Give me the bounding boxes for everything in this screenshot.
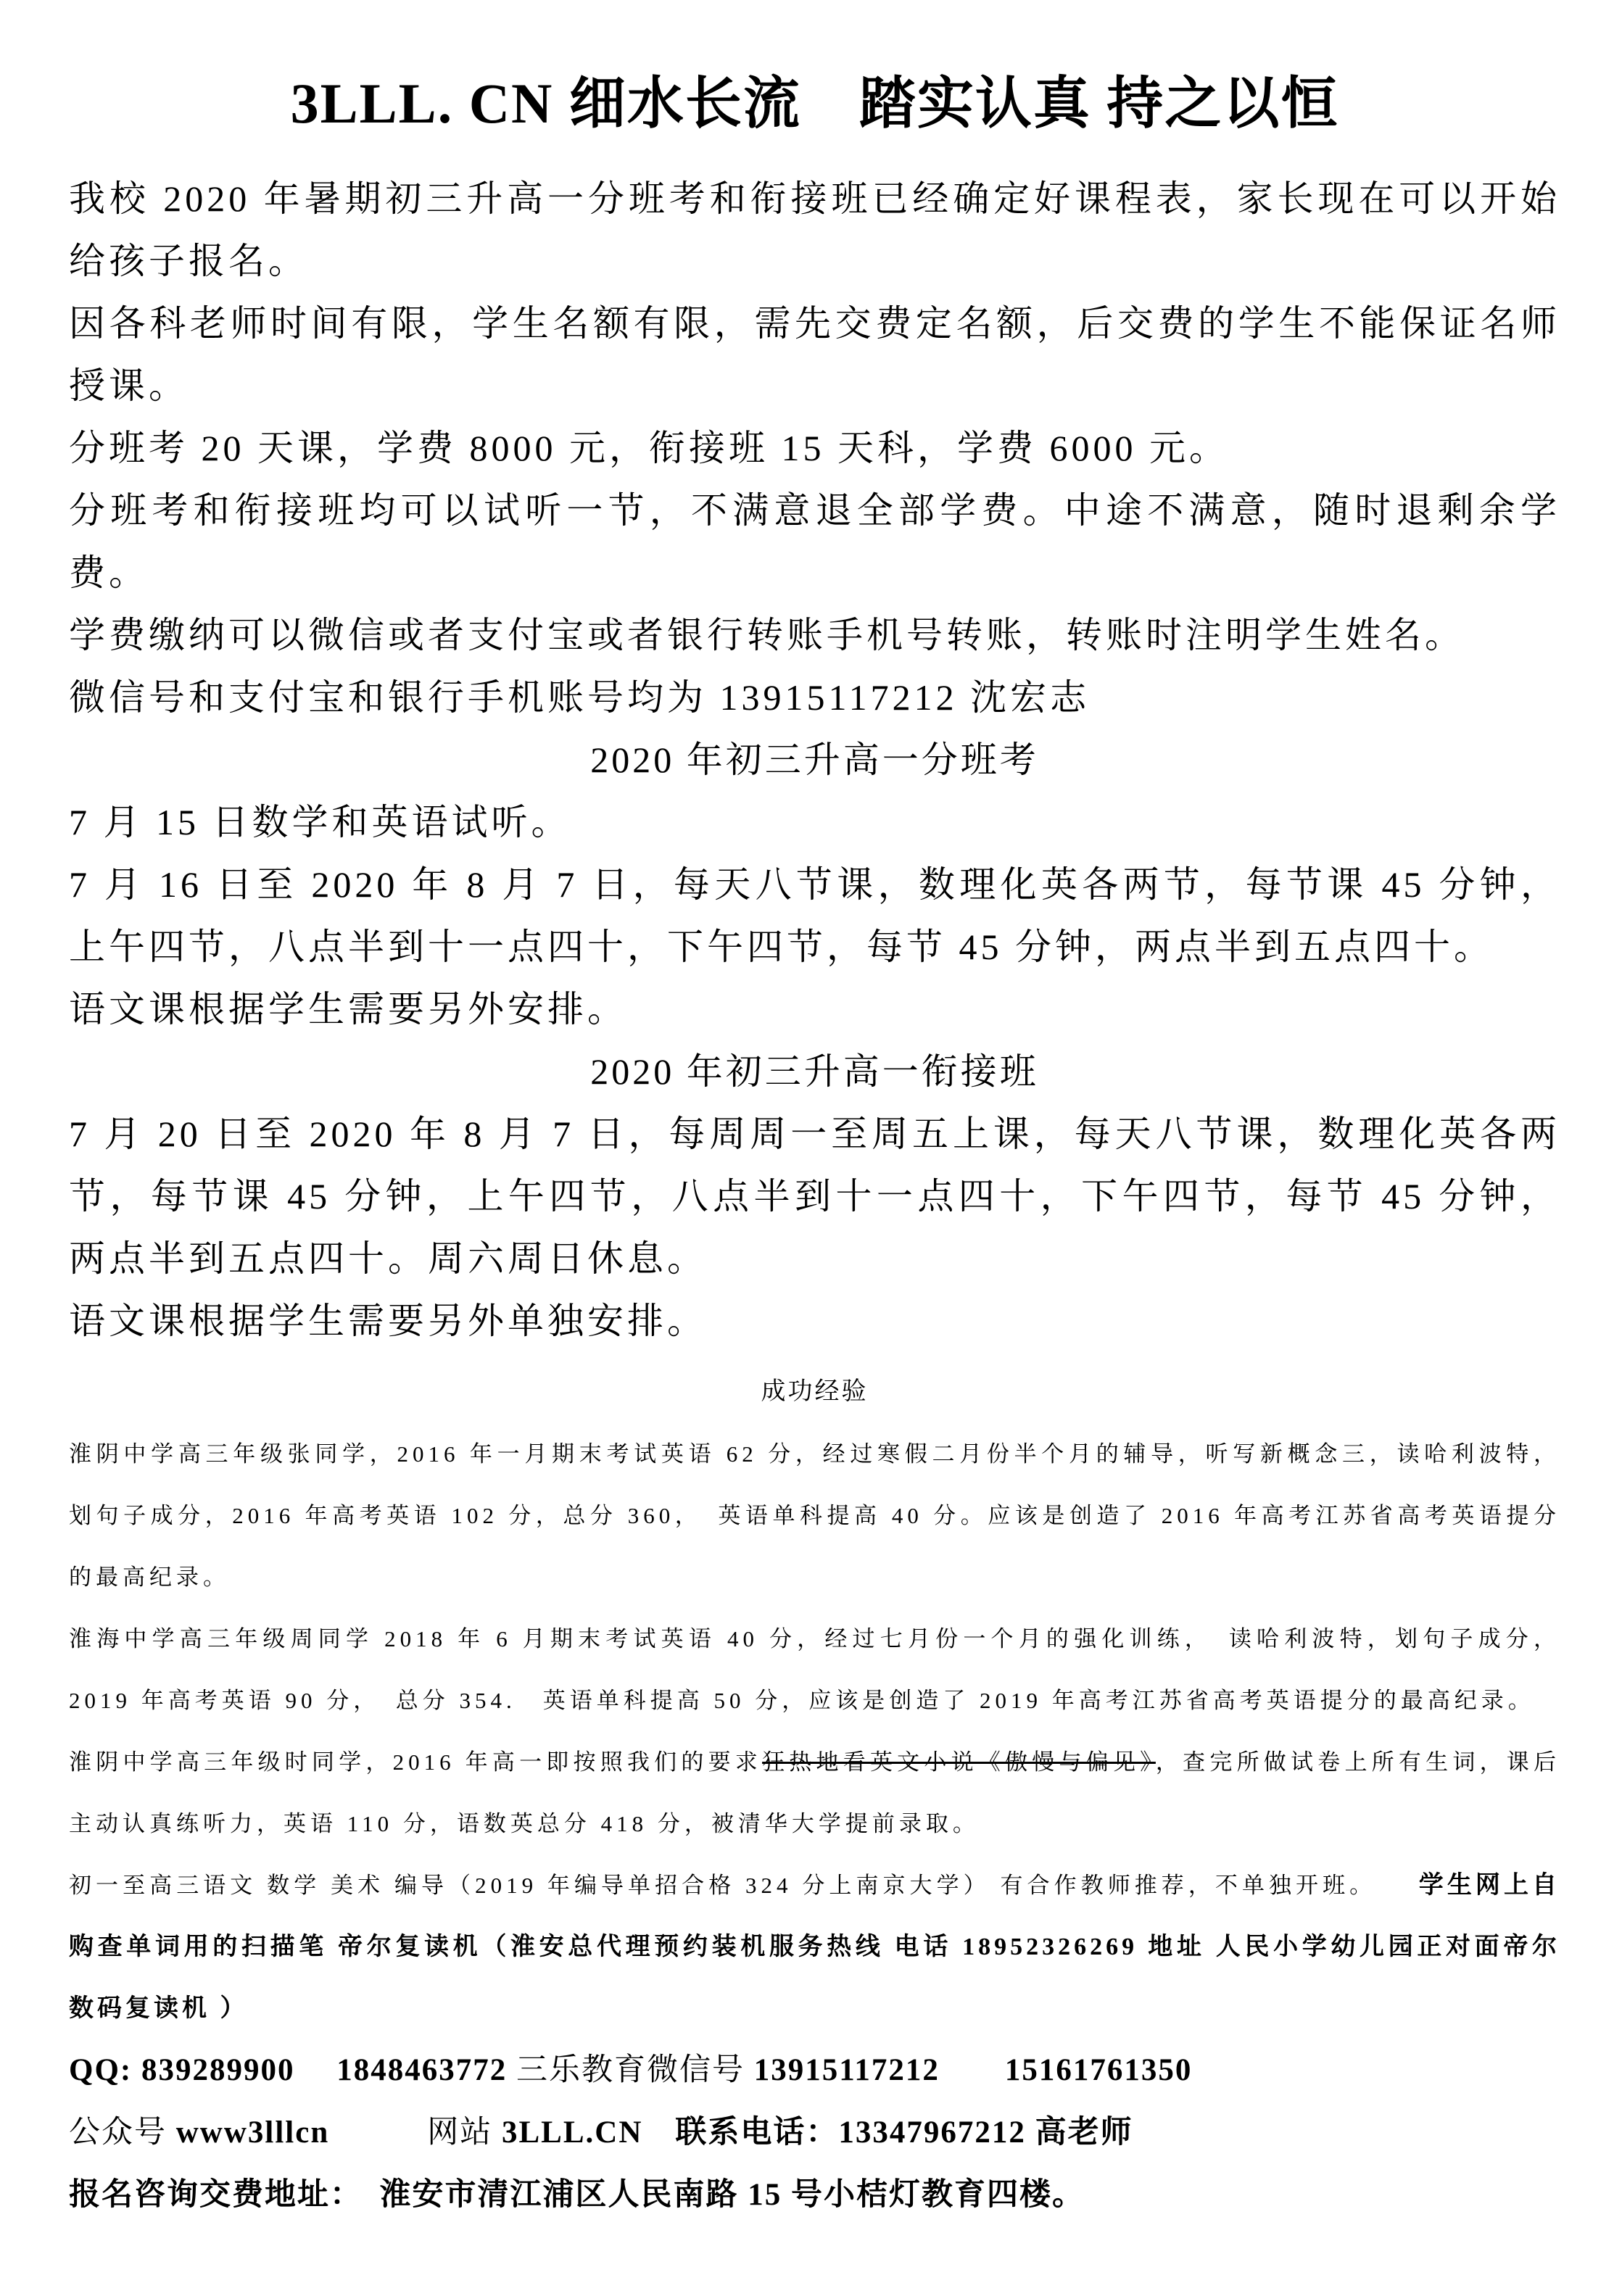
success-story-zhang: 淮阴中学高三年级张同学，2016 年一月期末考试英语 62 分，经过寒假二月份半个月的辅导，听写新概念三，读哈利波特，划句子成分，2016 年高考英语 102 分，总分 360， 英语单科提高 40 分。应该是创造了 2016 年高考江苏省高考英语提分的最高纪录。 bbox=[69, 1441, 1560, 1591]
refund-paragraph: 分班考和衔接班均可以试听一节，不满意退全部学费。中途不满意，随时退剩余学费。 bbox=[69, 490, 1560, 594]
success-story-zhou: 淮海中学高三年级周同学 2018 年 6 月期末考试英语 40 分，经过七月份一个月的强化训练， 读哈利波特，划句子成分，2019 年高考英语 90 分， 总分 354. 英语单科提高 50 分，应该是创造了 2019 年高考江苏省高考英语提分的最高纪录。 bbox=[69, 1626, 1560, 1714]
courses-paragraph bbox=[69, 1854, 1560, 2039]
website-value: 3LLL.CN bbox=[502, 2115, 643, 2150]
fenban-heading: 2020 年初三升高一分班考 bbox=[590, 739, 1039, 781]
page-title: 3LLL. CN 细水长流 踏实认真 持之以恒 bbox=[290, 72, 1339, 135]
notice-paragraph: 因各科老师时间有限，学生名额有限，需先交费定名额，后交费的学生不能保证名师授课。 bbox=[69, 303, 1560, 407]
address-line bbox=[69, 2164, 1560, 2226]
success-story-shi bbox=[69, 1731, 1560, 1854]
payment-paragraph: 学费缴纳可以微信或者支付宝或者银行转账手机号转账，转账时注明学生姓名。 bbox=[69, 615, 1465, 656]
address-value: 淮安市清江浦区人民南路 15 号小桔灯教育四楼。 bbox=[379, 2178, 1085, 2213]
fenban-paragraph: 7 月 15 日数学和英语试听。 bbox=[69, 802, 571, 843]
story-text: 淮阴中学高三年级时同学，2016 年高一即按照我们的要求 bbox=[69, 1749, 763, 1775]
notice-section bbox=[69, 167, 1560, 729]
success-heading: 成功经验 bbox=[761, 1378, 869, 1406]
gongzhonghao-label: 公众号 bbox=[69, 2115, 176, 2150]
xianjie-heading: 2020 年初三升高一衔接班 bbox=[590, 1051, 1039, 1093]
qq-wechat-line bbox=[69, 2039, 1560, 2102]
scanner-recorder-text: 学生网上自购查单词用的扫描笔 帝尔复读机（淮安总代理预约装机服务热线 电话 18952326269 地址 人民小学幼儿园正对面帝尔数码复读机 ） bbox=[69, 1872, 1560, 2023]
gongzhonghao-value: www3lllcn bbox=[175, 2115, 330, 2150]
xianjie-paragraph: 7 月 20 日至 2020 年 8 月 7 日，每周周一至周五上课，每天八节课，数理化英各两节，每节课 45 分钟，上午四节，八点半到十一点四十，下午四节，每节 45 分钟，两点半到五点四十。周六周日休息。 bbox=[69, 1114, 1560, 1280]
xianjie-section bbox=[69, 1040, 1560, 1352]
account-paragraph: 微信号和支付宝和银行手机账号均为 13915117212 沈宏志 bbox=[69, 677, 1091, 718]
website-phone-line bbox=[69, 2102, 1560, 2164]
story-text: ，查完所做试卷上所有生词，课后主动认真练听力，英语 110 分，语数英总分 418 分，被清华大学提前录取。 bbox=[69, 1749, 1561, 1837]
fees-paragraph: 分班考 20 天课，学费 8000 元，衔接班 15 天科，学费 6000 元。 bbox=[69, 428, 1229, 469]
success-section bbox=[69, 1361, 1560, 2039]
fenban-section bbox=[69, 729, 1560, 1040]
fenban-paragraph: 7 月 16 日至 2020 年 8 月 7 日，每天八节课，数理化英各两节，每节课 45 分钟，上午四节，八点半到十一点四十，下午四节，每节 45 分钟，两点半到五点四十。 bbox=[69, 864, 1560, 968]
courses-text: 初一至高三语文 数学 美术 编导（2019 年编导单招合格 324 分上南京大学） 有合作教师推荐，不单独开班。 bbox=[69, 1873, 1419, 1899]
qq-numbers: QQ: 839289900 1848463772 bbox=[69, 2053, 516, 2088]
fenban-paragraph: 语文课根据学生需要另外安排。 bbox=[69, 989, 627, 1030]
website-label: 网站 bbox=[329, 2115, 502, 2150]
wechat-label: 三乐教育微信号 bbox=[516, 2053, 754, 2088]
notice-paragraph: 我校 2020 年暑期初三升高一分班考和衔接班已经确定好课程表，家长现在可以开始给孩子报名。 bbox=[69, 178, 1560, 282]
wechat-numbers: 13915117212 15161761350 bbox=[753, 2053, 1193, 2088]
contact-section bbox=[69, 2039, 1560, 2226]
struck-text: 狂热地看英文小说《傲慢与偏见》 bbox=[762, 1749, 1156, 1775]
address-label: 报名咨询交费地址： bbox=[69, 2178, 380, 2213]
phone-contact: 联系电话：13347967212 高老师 bbox=[642, 2115, 1133, 2150]
xianjie-paragraph: 语文课根据学生需要另外单独安排。 bbox=[69, 1301, 707, 1342]
